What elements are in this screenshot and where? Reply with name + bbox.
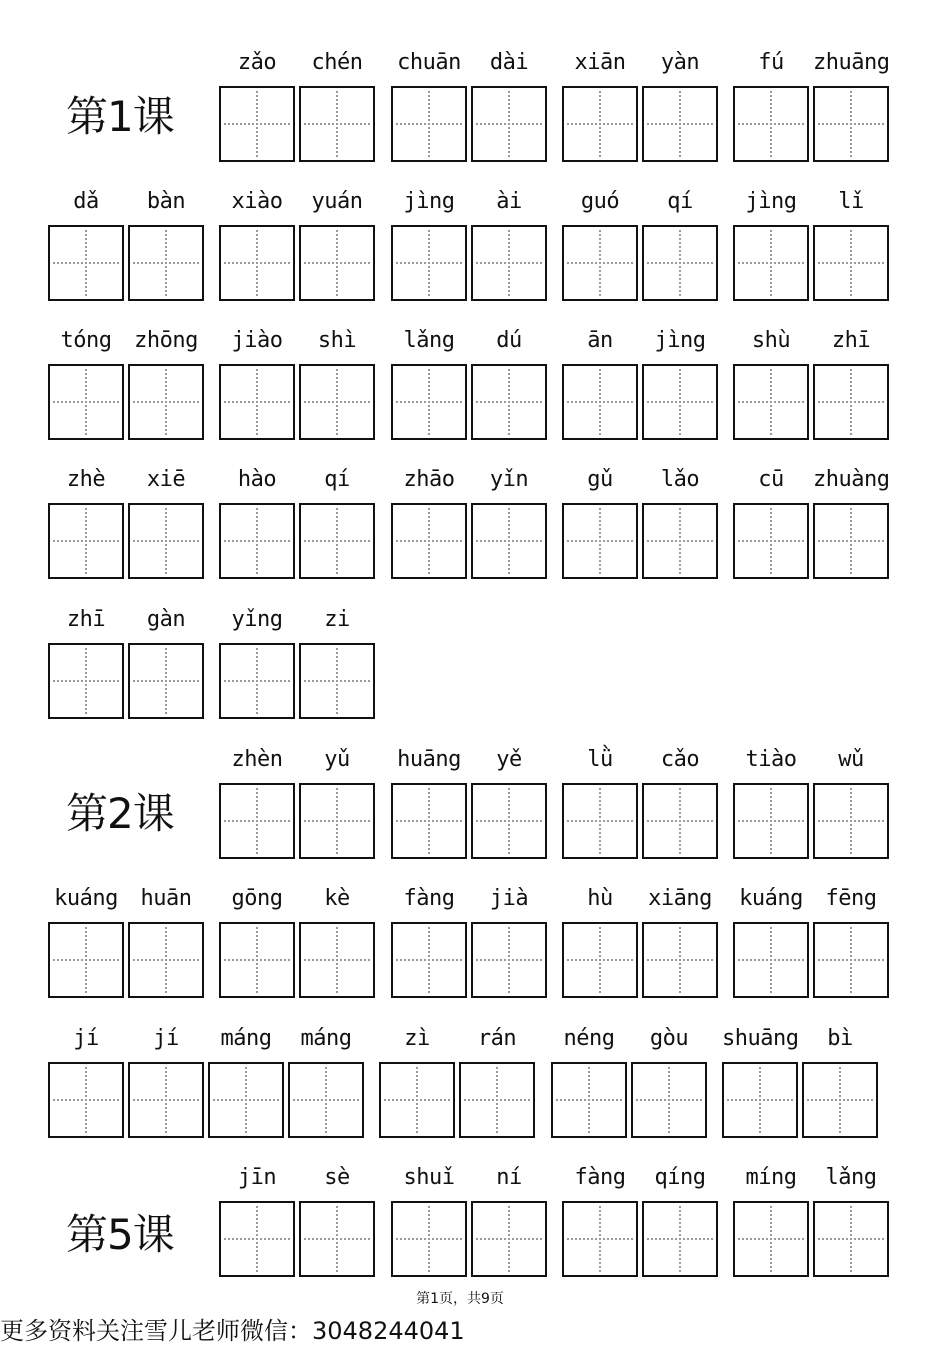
tianzige-writing-box[interactable] bbox=[219, 1201, 295, 1277]
pinyin-label: shuāng bbox=[722, 1026, 799, 1051]
pinyin-label: qíng bbox=[654, 1165, 706, 1190]
lesson-title: 第2课 bbox=[66, 789, 174, 838]
lesson-title: 第5课 bbox=[66, 1210, 174, 1259]
tianzige-writing-box[interactable] bbox=[219, 503, 295, 579]
pinyin-label: yǔ bbox=[324, 747, 350, 772]
tianzige-writing-box[interactable] bbox=[733, 503, 809, 579]
tianzige-writing-box[interactable] bbox=[219, 643, 295, 719]
tianzige-writing-box[interactable] bbox=[733, 225, 809, 301]
tianzige-writing-box[interactable] bbox=[128, 1062, 204, 1138]
tianzige-writing-box[interactable] bbox=[642, 503, 718, 579]
pinyin-label: yàn bbox=[660, 50, 700, 75]
tianzige-writing-box[interactable] bbox=[219, 364, 295, 440]
tianzige-writing-box[interactable] bbox=[733, 86, 809, 162]
pinyin-label: xiāng bbox=[648, 886, 712, 911]
pinyin-label: jīn bbox=[237, 1165, 277, 1190]
pinyin-label: jià bbox=[489, 886, 529, 911]
pinyin-label: kuáng bbox=[739, 886, 803, 911]
tianzige-writing-box[interactable] bbox=[471, 364, 547, 440]
tianzige-writing-box[interactable] bbox=[642, 922, 718, 998]
pinyin-label: xiào bbox=[231, 189, 283, 214]
tianzige-writing-box[interactable] bbox=[733, 364, 809, 440]
pinyin-label: fàng bbox=[403, 886, 455, 911]
tianzige-writing-box[interactable] bbox=[128, 364, 204, 440]
pinyin-label: lǎng bbox=[403, 328, 455, 353]
pinyin-label: rán bbox=[477, 1026, 517, 1051]
tianzige-writing-box[interactable] bbox=[391, 1201, 467, 1277]
pinyin-label: gōng bbox=[231, 886, 283, 911]
pinyin-label: néng bbox=[563, 1026, 615, 1051]
tianzige-writing-box[interactable] bbox=[391, 86, 467, 162]
tianzige-writing-box[interactable] bbox=[813, 922, 889, 998]
pinyin-label: jí bbox=[153, 1026, 179, 1051]
pinyin-label: zhōng bbox=[134, 328, 198, 353]
lesson-title: 第1课 bbox=[66, 92, 174, 141]
tianzige-writing-box[interactable] bbox=[299, 86, 375, 162]
pinyin-label: kè bbox=[324, 886, 350, 911]
tianzige-writing-box[interactable] bbox=[391, 503, 467, 579]
tianzige-writing-box[interactable] bbox=[471, 922, 547, 998]
tianzige-writing-box[interactable] bbox=[128, 922, 204, 998]
pinyin-label: kuáng bbox=[54, 886, 118, 911]
pinyin-label: zhī bbox=[831, 328, 871, 353]
pinyin-label: ài bbox=[496, 189, 522, 214]
pinyin-label: zhuāng bbox=[813, 50, 890, 75]
tianzige-writing-box[interactable] bbox=[299, 364, 375, 440]
tianzige-writing-box[interactable] bbox=[379, 1062, 455, 1138]
pinyin-label: gòu bbox=[649, 1026, 689, 1051]
pinyin-label: guó bbox=[580, 189, 620, 214]
pinyin-label: yǐn bbox=[489, 467, 529, 492]
tianzige-writing-box[interactable] bbox=[631, 1062, 707, 1138]
tianzige-writing-box[interactable] bbox=[551, 1062, 627, 1138]
tianzige-writing-box[interactable] bbox=[471, 503, 547, 579]
tianzige-writing-box[interactable] bbox=[642, 1201, 718, 1277]
pinyin-label: hù bbox=[587, 886, 613, 911]
tianzige-writing-box[interactable] bbox=[471, 1201, 547, 1277]
pinyin-label: zì bbox=[404, 1026, 430, 1051]
pinyin-label: dú bbox=[496, 328, 522, 353]
tianzige-writing-box[interactable] bbox=[219, 783, 295, 859]
pinyin-label: yě bbox=[496, 747, 522, 772]
tianzige-writing-box[interactable] bbox=[471, 225, 547, 301]
pinyin-label: máng bbox=[300, 1026, 352, 1051]
pinyin-label: tiào bbox=[745, 747, 797, 772]
tianzige-writing-box[interactable] bbox=[391, 364, 467, 440]
pinyin-label: lǜ bbox=[587, 747, 613, 772]
page-number: 第1页，共9页 bbox=[416, 1291, 504, 1307]
pinyin-label: chén bbox=[311, 50, 363, 75]
tianzige-writing-box[interactable] bbox=[813, 364, 889, 440]
pinyin-label: cū bbox=[758, 467, 784, 492]
pinyin-label: xiān bbox=[574, 50, 626, 75]
tianzige-writing-box[interactable] bbox=[208, 1062, 284, 1138]
tianzige-writing-box[interactable] bbox=[459, 1062, 535, 1138]
pinyin-label: ní bbox=[496, 1165, 522, 1190]
pinyin-label: míng bbox=[745, 1165, 797, 1190]
pinyin-label: hào bbox=[237, 467, 277, 492]
pinyin-label: cǎo bbox=[660, 747, 700, 772]
tianzige-writing-box[interactable] bbox=[733, 783, 809, 859]
pinyin-label: huāng bbox=[397, 747, 461, 772]
pinyin-label: máng bbox=[220, 1026, 272, 1051]
tianzige-writing-box[interactable] bbox=[642, 364, 718, 440]
pinyin-label: jìng bbox=[403, 189, 455, 214]
tianzige-writing-box[interactable] bbox=[813, 503, 889, 579]
tianzige-writing-box[interactable] bbox=[562, 1201, 638, 1277]
tianzige-writing-box[interactable] bbox=[813, 1201, 889, 1277]
tianzige-writing-box[interactable] bbox=[48, 503, 124, 579]
pinyin-label: lǐ bbox=[838, 189, 864, 214]
tianzige-writing-box[interactable] bbox=[562, 86, 638, 162]
tianzige-writing-box[interactable] bbox=[733, 1201, 809, 1277]
pinyin-label: chuān bbox=[397, 50, 461, 75]
footer-note: 更多资料关注雪儿老师微信：3048244041 bbox=[0, 1317, 465, 1345]
pinyin-label: shì bbox=[317, 328, 357, 353]
pinyin-label: fú bbox=[758, 50, 784, 75]
pinyin-label: yuán bbox=[311, 189, 363, 214]
tianzige-writing-box[interactable] bbox=[299, 783, 375, 859]
tianzige-writing-box[interactable] bbox=[128, 503, 204, 579]
tianzige-writing-box[interactable] bbox=[48, 1062, 124, 1138]
pinyin-label: ān bbox=[587, 328, 613, 353]
pinyin-label: dài bbox=[489, 50, 529, 75]
pinyin-label: xiē bbox=[146, 467, 186, 492]
tianzige-writing-box[interactable] bbox=[48, 225, 124, 301]
pinyin-label: qí bbox=[324, 467, 350, 492]
tianzige-writing-box[interactable] bbox=[722, 1062, 798, 1138]
pinyin-label: zi bbox=[324, 607, 350, 632]
tianzige-writing-box[interactable] bbox=[562, 503, 638, 579]
tianzige-writing-box[interactable] bbox=[733, 922, 809, 998]
pinyin-label: jìng bbox=[745, 189, 797, 214]
tianzige-writing-box[interactable] bbox=[391, 783, 467, 859]
tianzige-writing-box[interactable] bbox=[471, 86, 547, 162]
tianzige-writing-box[interactable] bbox=[471, 783, 547, 859]
tianzige-writing-box[interactable] bbox=[813, 86, 889, 162]
tianzige-writing-box[interactable] bbox=[642, 783, 718, 859]
tianzige-writing-box[interactable] bbox=[813, 783, 889, 859]
tianzige-writing-box[interactable] bbox=[128, 643, 204, 719]
pinyin-label: bàn bbox=[146, 189, 186, 214]
tianzige-writing-box[interactable] bbox=[128, 225, 204, 301]
tianzige-writing-box[interactable] bbox=[299, 225, 375, 301]
pinyin-label: zǎo bbox=[237, 50, 277, 75]
pinyin-label: shù bbox=[751, 328, 791, 353]
tianzige-writing-box[interactable] bbox=[299, 643, 375, 719]
tianzige-writing-box[interactable] bbox=[391, 922, 467, 998]
tianzige-writing-box[interactable] bbox=[48, 643, 124, 719]
pinyin-label: jí bbox=[73, 1026, 99, 1051]
pinyin-label: zhī bbox=[66, 607, 106, 632]
tianzige-writing-box[interactable] bbox=[299, 503, 375, 579]
pinyin-label: gǔ bbox=[587, 467, 613, 492]
pinyin-label: fàng bbox=[574, 1165, 626, 1190]
tianzige-writing-box[interactable] bbox=[299, 922, 375, 998]
tianzige-writing-box[interactable] bbox=[562, 364, 638, 440]
pinyin-label: qí bbox=[667, 189, 693, 214]
tianzige-writing-box[interactable] bbox=[391, 225, 467, 301]
tianzige-writing-box[interactable] bbox=[562, 922, 638, 998]
tianzige-writing-box[interactable] bbox=[48, 922, 124, 998]
pinyin-label: lǎng bbox=[825, 1165, 877, 1190]
tianzige-writing-box[interactable] bbox=[562, 225, 638, 301]
tianzige-writing-box[interactable] bbox=[48, 364, 124, 440]
tianzige-writing-box[interactable] bbox=[219, 86, 295, 162]
pinyin-label: wǔ bbox=[838, 747, 864, 772]
tianzige-writing-box[interactable] bbox=[219, 225, 295, 301]
pinyin-label: sè bbox=[324, 1165, 350, 1190]
tianzige-writing-box[interactable] bbox=[642, 86, 718, 162]
pinyin-label: zhuàng bbox=[813, 467, 890, 492]
pinyin-label: tóng bbox=[60, 328, 112, 353]
tianzige-writing-box[interactable] bbox=[562, 783, 638, 859]
tianzige-writing-box[interactable] bbox=[219, 922, 295, 998]
pinyin-label: jìng bbox=[654, 328, 706, 353]
tianzige-writing-box[interactable] bbox=[642, 225, 718, 301]
pinyin-label: huān bbox=[140, 886, 192, 911]
tianzige-writing-box[interactable] bbox=[288, 1062, 364, 1138]
pinyin-label: fēng bbox=[825, 886, 877, 911]
pinyin-label: lǎo bbox=[660, 467, 700, 492]
pinyin-label: shuǐ bbox=[403, 1165, 455, 1190]
pinyin-label: dǎ bbox=[73, 189, 99, 214]
pinyin-label: yǐng bbox=[231, 607, 283, 632]
pinyin-label: gàn bbox=[146, 607, 186, 632]
tianzige-writing-box[interactable] bbox=[813, 225, 889, 301]
pinyin-label: zhèn bbox=[231, 747, 283, 772]
pinyin-label: zhāo bbox=[403, 467, 455, 492]
tianzige-writing-box[interactable] bbox=[802, 1062, 878, 1138]
pinyin-label: bì bbox=[827, 1026, 853, 1051]
pinyin-label: zhè bbox=[66, 467, 106, 492]
pinyin-label: jiào bbox=[231, 328, 283, 353]
tianzige-writing-box[interactable] bbox=[299, 1201, 375, 1277]
